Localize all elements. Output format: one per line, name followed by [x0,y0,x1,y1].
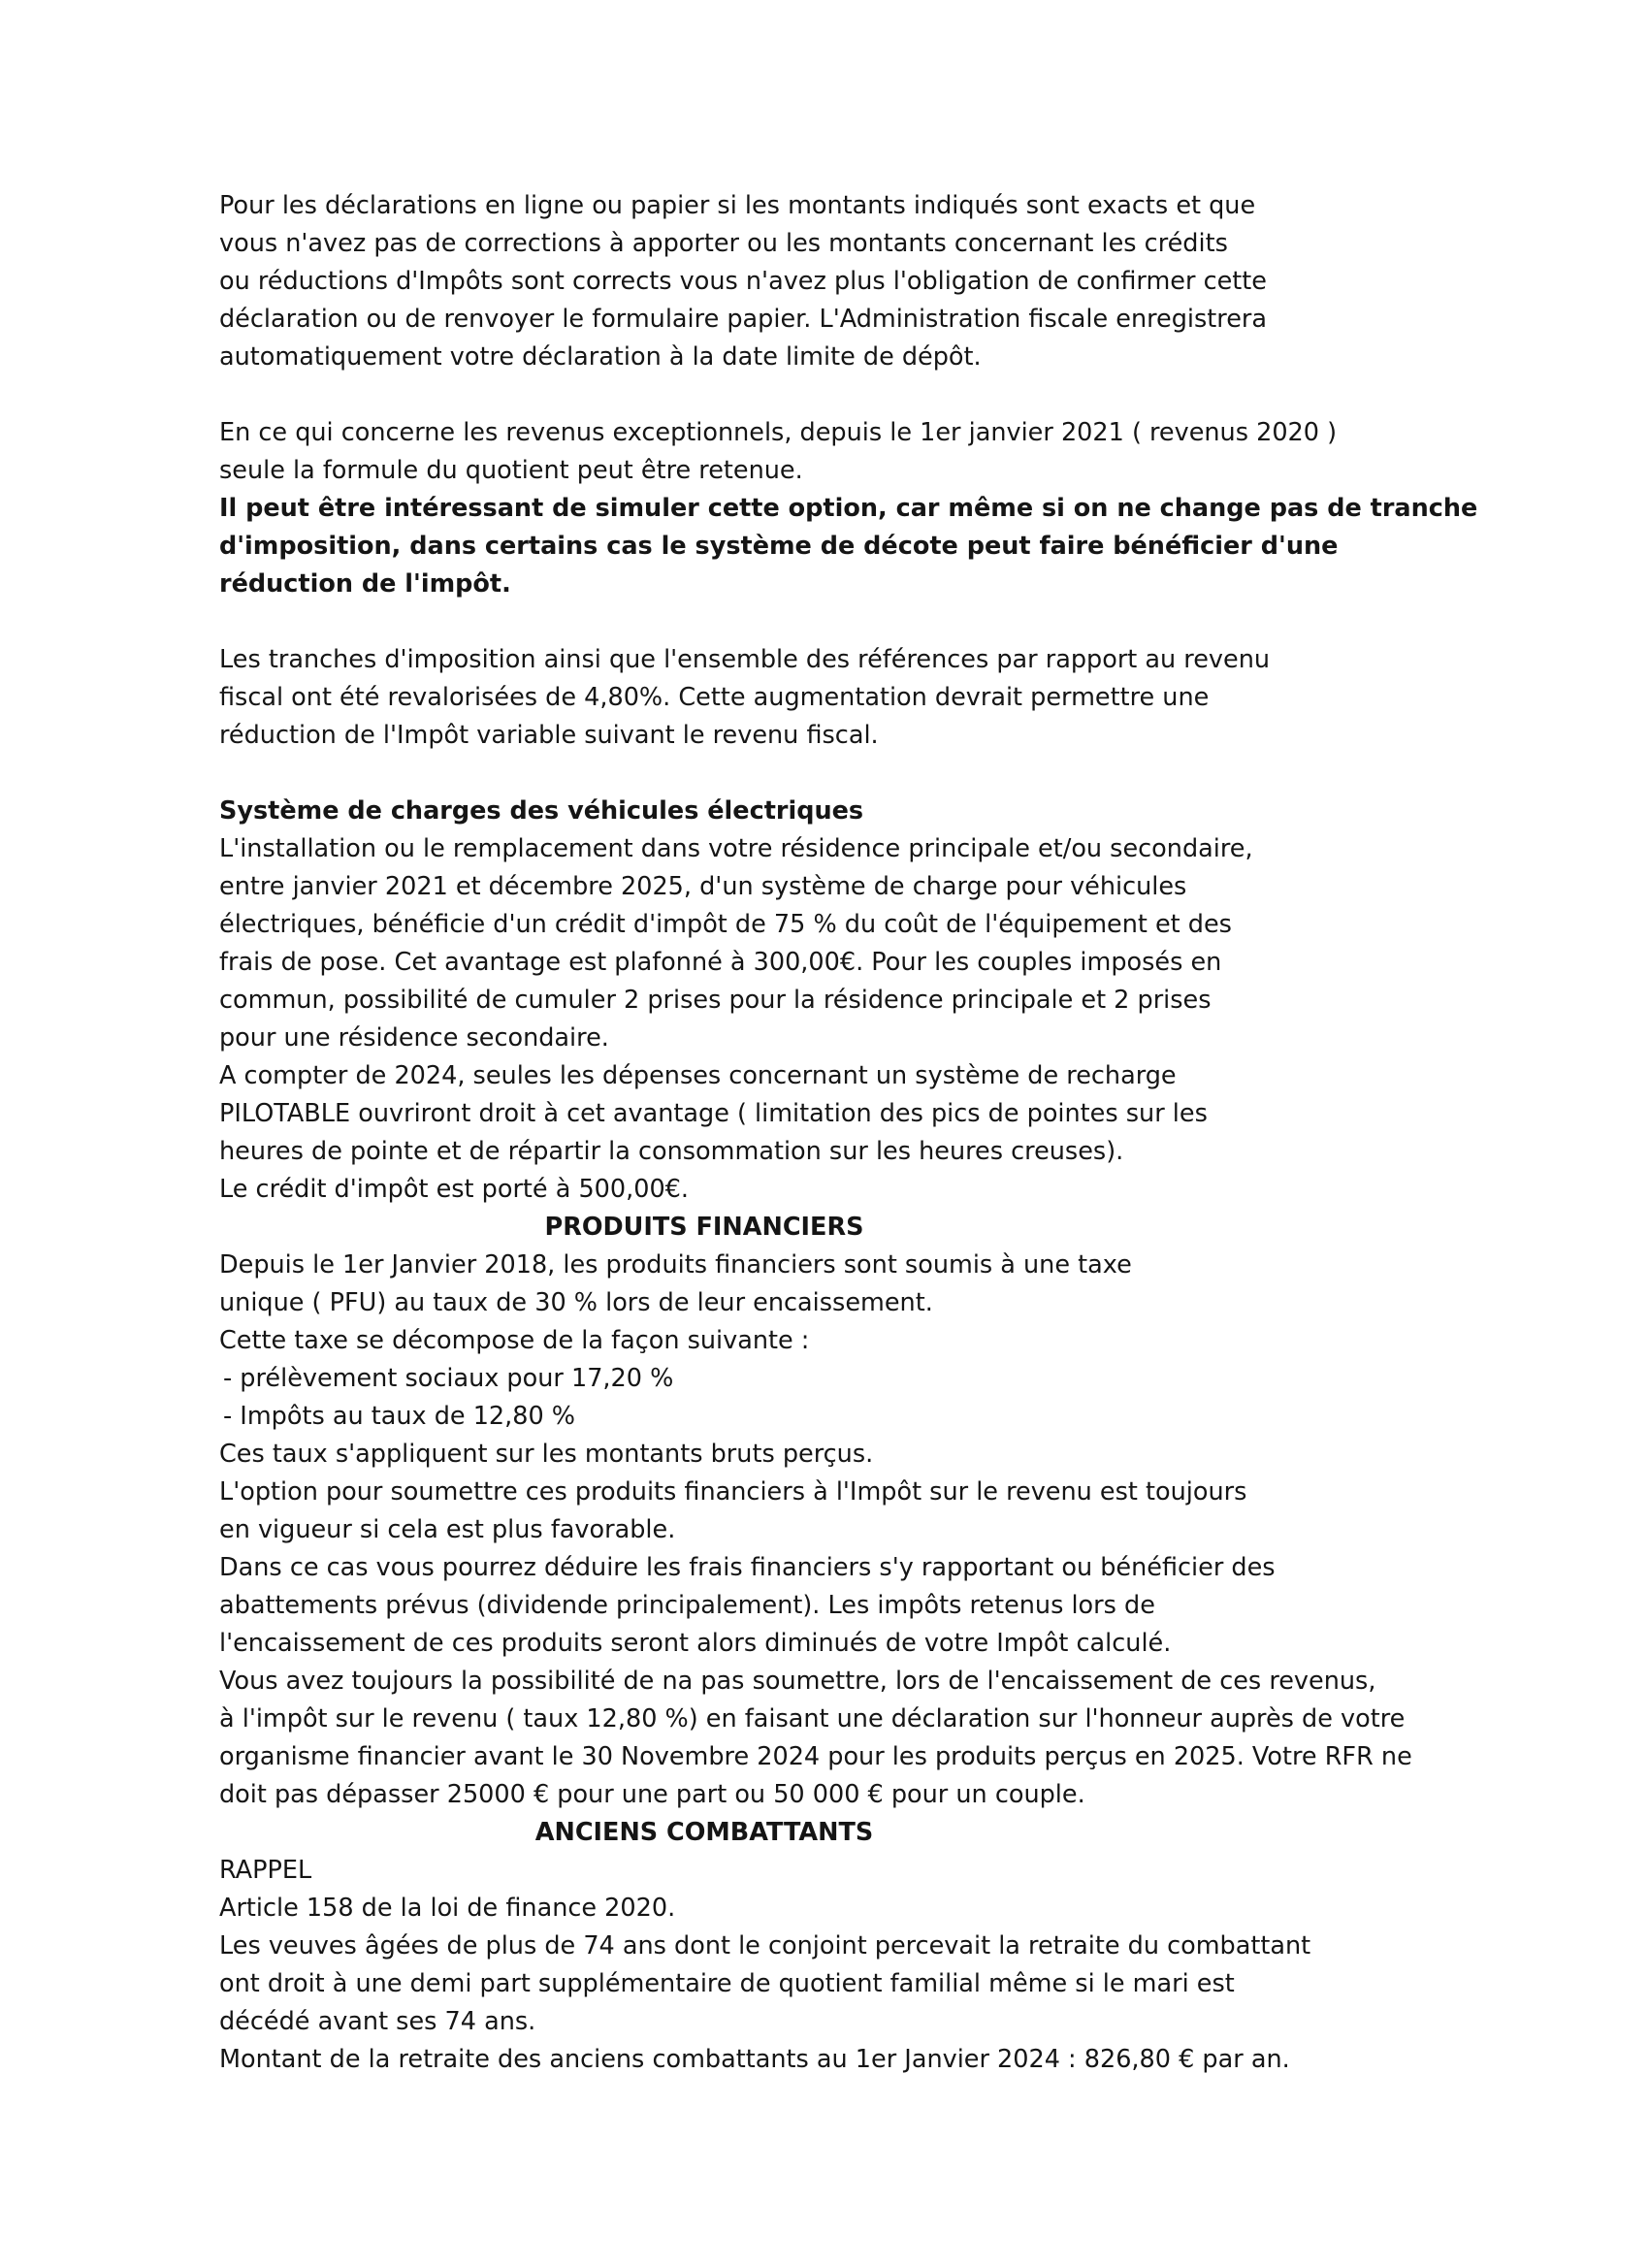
text-line: l'encaissement de ces produits seront alors diminués de votre Impôt calculé. [219,1629,1172,1658]
financial-products-section [219,1209,1412,1814]
text-line: L'option pour soumettre ces produits financiers à l'Impôt sur le revenu est toujours [219,1477,1247,1507]
text-line: Dans ce cas vous pourrez déduire les frais financiers s'y rapportant ou bénéficier des [219,1553,1276,1582]
text-line: pour une résidence secondaire. [219,1023,609,1053]
text-line: seule la formule du quotient peut être retenue. [219,456,803,485]
text-line: à l'impôt sur le revenu ( taux 12,80 %) en faisant une déclaration sur l'honneur auprès de votre [219,1704,1406,1733]
text-line: automatiquement votre déclaration à la date limite de dépôt. [219,342,982,372]
text-line: A compter de 2024, seules les dépenses concernant un système de recharge [219,1061,1177,1090]
bullet-item: - prélèvement sociaux pour 17,20 % [223,1364,674,1393]
text-line: Montant de la retraite des anciens combattants au 1er Janvier 2024 : 826,80 € par an. [219,2045,1290,2074]
text-line: organisme financier avant le 30 Novembre 2024 pour les produits perçus en 2025. Votre RFR ne [219,1742,1412,1771]
text-line: vous n'avez pas de corrections à apporter ou les montants concernant les crédits [219,229,1228,258]
text-line: Ces taux s'appliquent sur les montants bruts perçus. [219,1440,874,1469]
text-line: commun, possibilité de cumuler 2 prises pour la résidence principale et 2 prises [219,986,1212,1015]
bold-text-line: Il peut être intéressant de simuler cette option, car même si on ne change pas de tranche [219,494,1478,523]
intro-paragraph [219,187,1383,376]
spacer [219,755,1383,793]
text-line: abattements prévus (dividende principalement). Les impôts retenus lors de [219,1591,1155,1620]
text-line: électriques, bénéficie d'un crédit d'impôt de 75 % du coût de l'équipement et des [219,910,1232,939]
text-line: heures de pointe et de répartir la consommation sur les heures creuses). [219,1137,1124,1166]
text-line: déclaration ou de renvoyer le formulaire papier. L'Administration fiscale enregistrera [219,305,1268,334]
text-line: ou réductions d'Impôts sont corrects vous n'avez plus l'obligation de confirmer cette [219,267,1267,296]
text-line: RAPPEL [219,1856,312,1885]
spacer [219,603,1383,641]
text-line: ont droit à une demi part supplémentaire de quotient familial même si le mari est [219,1969,1235,1998]
spacer [219,376,1383,414]
text-line: Le crédit d'impôt est porté à 500,00€. [219,1175,690,1204]
text-line: Vous avez toujours la possibilité de na pas soumettre, lors de l'encaissement de ces revenus, [219,1667,1376,1696]
veterans-section [219,1814,1383,2079]
text-line: Les veuves âgées de plus de 74 ans dont le conjoint percevait la retraite du combattant [219,1931,1311,1960]
text-line: entre janvier 2021 et décembre 2025, d'un système de charge pour véhicules [219,872,1187,901]
document-body [219,187,1478,2079]
text-line: frais de pose. Cet avantage est plafonné à 300,00€. Pour les couples imposés en [219,948,1222,977]
section-heading: Système de charges des véhicules électriques [219,796,864,826]
tax-brackets-paragraph [219,641,1383,755]
text-line: Les tranches d'imposition ainsi que l'ensemble des références par rapport au revenu [219,645,1271,674]
text-line: en vigueur si cela est plus favorable. [219,1515,676,1544]
bold-text-line: d'imposition, dans certains cas le système de décote peut faire bénéficier d'une [219,532,1339,561]
section-heading: ANCIENS COMBATTANTS [534,1818,874,1847]
exceptional-income-paragraph [219,414,1478,603]
text-line: fiscal ont été revalorisées de 4,80%. Cette augmentation devrait permettre une [219,683,1210,712]
text-line: Article 158 de la loi de finance 2020. [219,1894,676,1923]
bold-text-line: réduction de l'impôt. [219,569,511,599]
text-line: unique ( PFU) au taux de 30 % lors de leur encaissement. [219,1288,933,1317]
text-line: réduction de l'Impôt variable suivant le revenu fiscal. [219,721,879,750]
text-line: Pour les déclarations en ligne ou papier si les montants indiqués sont exacts et que [219,191,1256,220]
bullet-item: - Impôts au taux de 12,80 % [223,1402,576,1431]
text-line: doit pas dépasser 25000 € pour une part ou 50 000 € pour un couple. [219,1780,1085,1809]
text-line: L'installation ou le remplacement dans votre résidence principale et/ou secondaire, [219,834,1253,863]
electric-vehicles-section [219,793,1383,1209]
section-heading: PRODUITS FINANCIERS [544,1213,864,1242]
text-line: décédé avant ses 74 ans. [219,2007,536,2036]
text-line: En ce qui concerne les revenus exceptionnels, depuis le 1er janvier 2021 ( revenus 2020 ) [219,418,1338,447]
text-line: PILOTABLE ouvriront droit à cet avantage ( limitation des pics de pointes sur les [219,1099,1208,1128]
text-line: Depuis le 1er Janvier 2018, les produits financiers sont soumis à une taxe [219,1250,1132,1280]
text-line: Cette taxe se décompose de la façon suivante : [219,1326,810,1355]
